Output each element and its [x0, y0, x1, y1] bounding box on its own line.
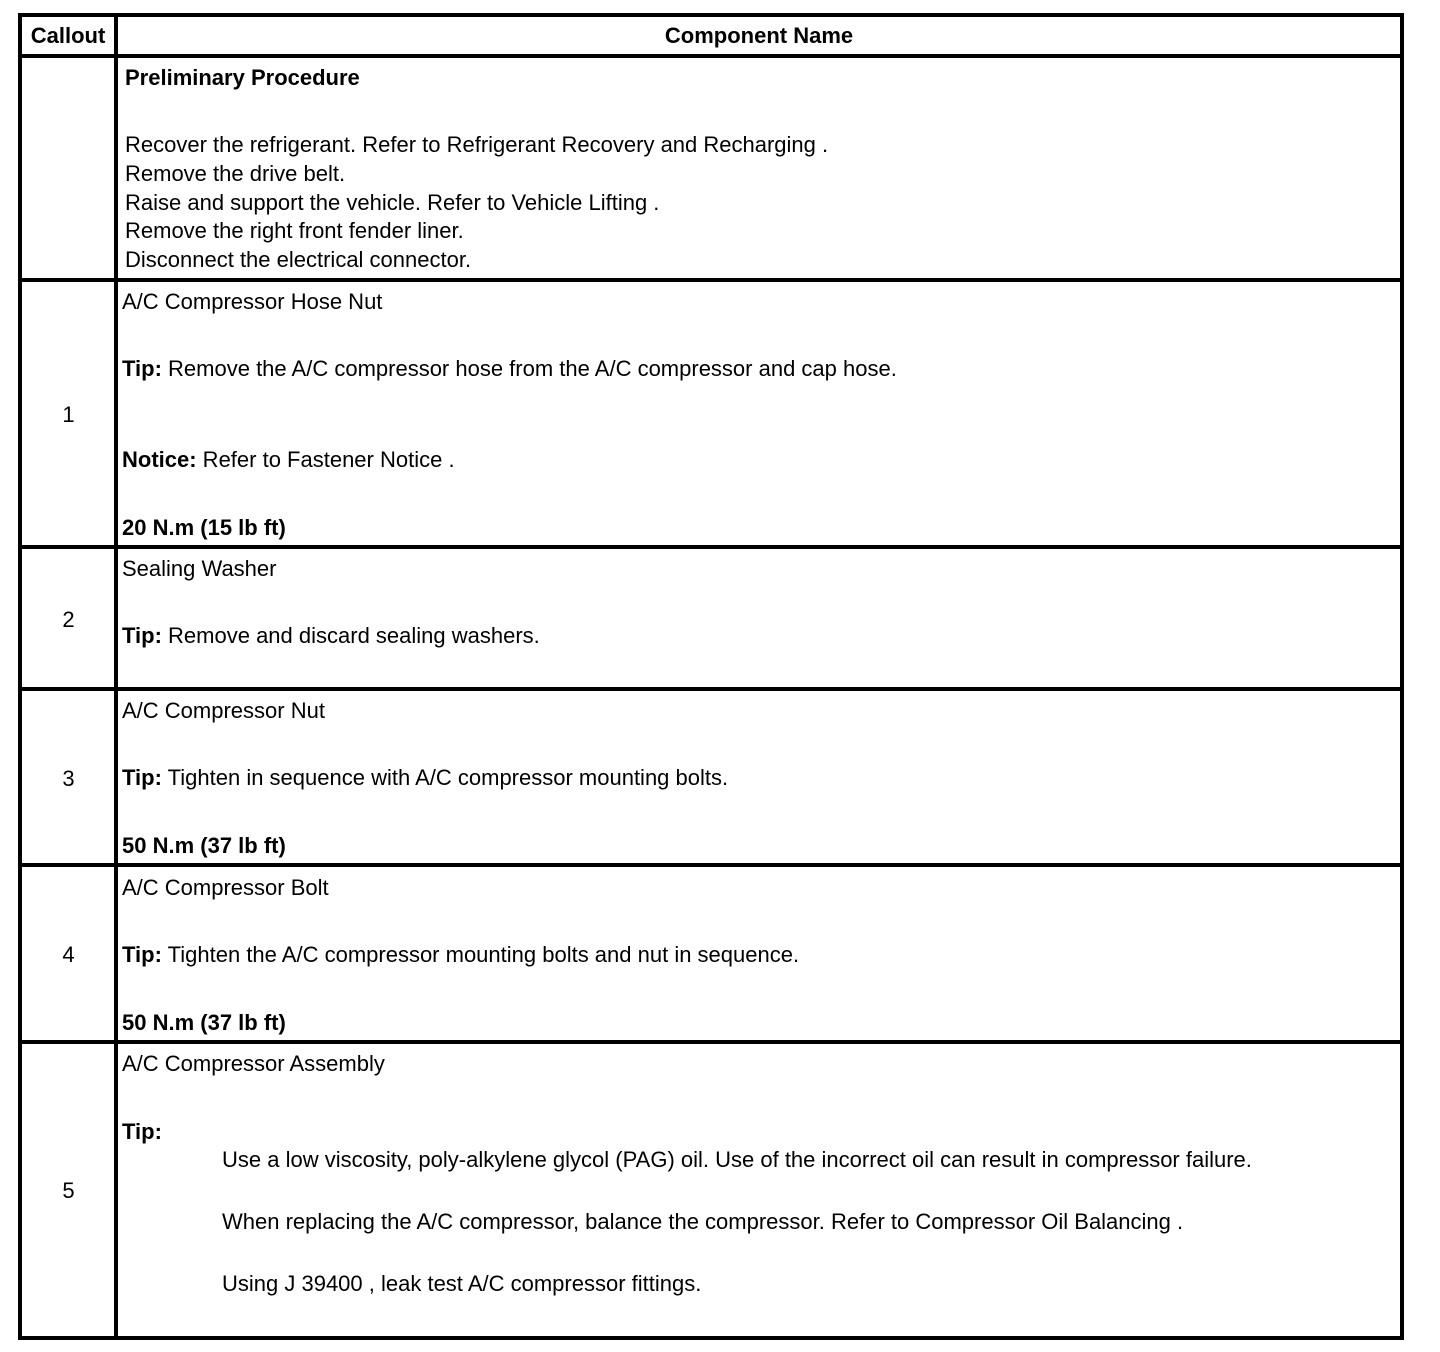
tip-label: Tip: [122, 1119, 162, 1144]
header-component-name: Component Name [664, 23, 854, 48]
component-name: A/C Compressor Assembly [122, 1051, 385, 1076]
callout-number: 5 [62, 1178, 75, 1203]
tip-text: Tip: Remove and discard sealing washers. [122, 623, 540, 648]
callout-number: 2 [62, 607, 75, 632]
row-divider [18, 687, 1404, 691]
callout-number: 3 [62, 766, 75, 791]
table-border-right [1400, 13, 1404, 1340]
tip-text: Tip: Tighten the A/C compressor mounting bolts and nut in sequence. [122, 942, 800, 967]
torque-spec: 50 N.m (37 lb ft) [122, 833, 286, 858]
preliminary-step: Raise and support the vehicle. Refer to Vehicle Lifting . [125, 190, 660, 215]
callout-number: 4 [62, 942, 75, 967]
column-divider [114, 13, 118, 1340]
tip-text: Tip: Tighten in sequence with A/C compressor mounting bolts. [122, 765, 729, 790]
tip-label: Tip: [122, 942, 162, 967]
table-border-left [18, 13, 22, 1340]
tip-label: Tip: [122, 356, 162, 381]
table-border-top [18, 13, 1404, 17]
row-divider [18, 278, 1404, 282]
row-divider [18, 1040, 1404, 1044]
tip-label: Tip: [122, 765, 162, 790]
preliminary-title: Preliminary Procedure [125, 65, 360, 90]
notice-label: Notice: [122, 447, 197, 472]
component-name: Sealing Washer [122, 556, 277, 581]
preliminary-step: Recover the refrigerant. Refer to Refrigerant Recovery and Recharging . [125, 132, 829, 157]
torque-spec: 50 N.m (37 lb ft) [122, 1010, 286, 1035]
row-divider [18, 863, 1404, 867]
notice-text: Notice: Refer to Fastener Notice . [122, 447, 455, 472]
callout-number: 1 [62, 402, 75, 427]
row-divider [18, 545, 1404, 549]
tip-text: Tip: Remove the A/C compressor hose from the A/C compressor and cap hose. [122, 356, 897, 381]
component-name: A/C Compressor Nut [122, 698, 325, 723]
procedure-table [18, 13, 1404, 1340]
header-callout: Callout [30, 23, 106, 48]
component-name: A/C Compressor Hose Nut [122, 289, 383, 314]
preliminary-step: Remove the right front fender liner. [125, 218, 464, 243]
component-name: A/C Compressor Bolt [122, 875, 329, 900]
tip-item: Using J 39400 , leak test A/C compressor fittings. [222, 1271, 702, 1296]
preliminary-step: Remove the drive belt. [125, 161, 346, 186]
table-border-bottom [18, 1336, 1404, 1340]
tip-item: When replacing the A/C compressor, balance the compressor. Refer to Compressor Oil Balancing . [222, 1209, 1184, 1234]
tip-label: Tip: [122, 623, 162, 648]
preliminary-step: Disconnect the electrical connector. [125, 247, 472, 272]
header-divider [18, 54, 1404, 58]
tip-item: Use a low viscosity, poly-alkylene glycol (PAG) oil. Use of the incorrect oil can result in compressor failure. [222, 1147, 1252, 1172]
torque-spec: 20 N.m (15 lb ft) [122, 515, 286, 540]
